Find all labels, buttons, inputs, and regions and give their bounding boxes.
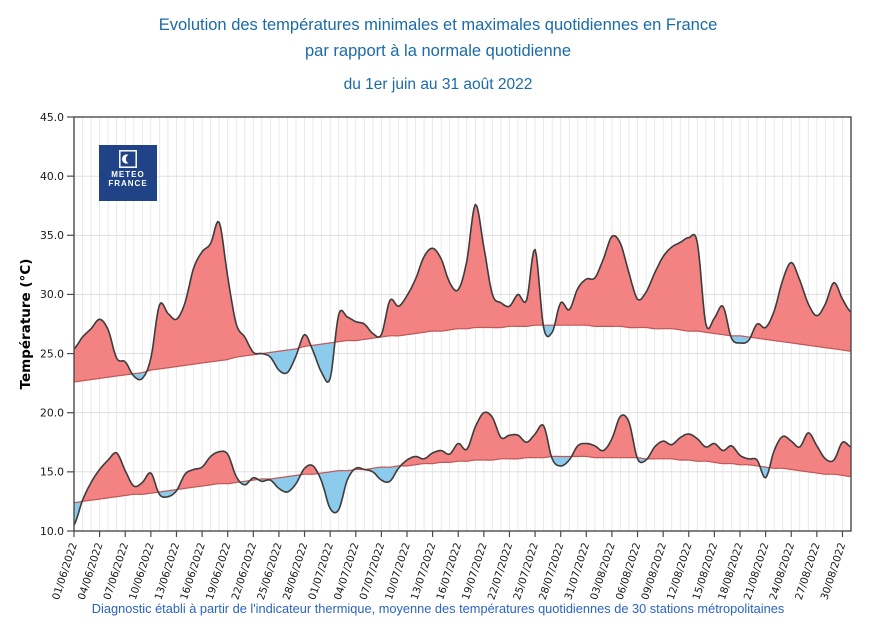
x-tick-label: 19/07/2022 — [459, 541, 490, 602]
y-tick-label: 40.0 — [39, 169, 64, 183]
x-tick-label: 25/06/2022 — [255, 541, 285, 602]
meteo-france-icon — [119, 150, 137, 168]
y-tick-label: 25.0 — [39, 347, 64, 361]
x-tick-label: 27/08/2022 — [792, 541, 823, 602]
x-tick-label: 09/08/2022 — [639, 541, 670, 602]
x-tick-label: 04/07/2022 — [331, 541, 362, 602]
x-tick-label: 13/07/2022 — [408, 541, 439, 602]
page-subtitle: du 1er juin au 31 août 2022 — [343, 76, 533, 93]
footnote-caption: Diagnostic établi à partir de l'indicateur thermique, moyenne des températures quotidiennes de 30 stations métropolitaines — [91, 601, 785, 616]
meteo-france-logo — [99, 145, 157, 201]
x-tick-label: 07/06/2022 — [101, 541, 132, 602]
logo-text-line1: METEO — [111, 170, 145, 179]
x-tick-label: 16/06/2022 — [178, 541, 208, 602]
x-tick-label: 12/08/2022 — [664, 541, 695, 602]
min-temperature-below-normal-area — [74, 456, 851, 525]
x-tick-label: 03/08/2022 — [588, 541, 618, 602]
y-tick-label: 45.0 — [39, 110, 64, 124]
y-axis-title: Température (°C) — [18, 258, 34, 390]
page-title-line1: Evolution des températures minimales et maximales quotidiennes en France — [158, 16, 718, 34]
x-tick-label: 13/06/2022 — [152, 541, 183, 602]
max-temperature-band — [74, 205, 851, 383]
x-tick-label: 01/06/2022 — [50, 541, 80, 602]
y-tick-label: 15.0 — [39, 465, 64, 479]
x-tick-label: 15/08/2022 — [690, 541, 721, 602]
x-tick-label: 18/08/2022 — [716, 541, 746, 602]
x-axis — [50, 531, 848, 601]
x-tick-label: 28/06/2022 — [280, 541, 311, 602]
x-tick-label: 16/07/2022 — [434, 541, 465, 602]
x-tick-label: 04/06/2022 — [75, 541, 106, 602]
x-tick-label: 10/07/2022 — [383, 541, 413, 602]
logo-text-line2: FRANCE — [108, 179, 148, 188]
x-tick-label: 25/07/2022 — [511, 541, 541, 602]
x-tick-label: 28/07/2022 — [536, 541, 567, 602]
x-tick-label: 21/08/2022 — [741, 541, 772, 602]
x-tick-label: 24/08/2022 — [767, 541, 798, 602]
y-axis — [40, 111, 74, 538]
y-tick-label: 30.0 — [39, 288, 64, 302]
x-tick-label: 06/08/2022 — [613, 541, 644, 602]
x-tick-label: 07/07/2022 — [357, 541, 388, 602]
y-tick-label: 20.0 — [39, 406, 64, 420]
x-tick-label: 01/07/2022 — [306, 541, 337, 602]
y-tick-label: 35.0 — [39, 229, 64, 243]
page-title-line2: par rapport à la normale quotidienne — [304, 42, 571, 60]
x-tick-label: 22/06/2022 — [229, 541, 260, 602]
x-tick-label: 19/06/2022 — [203, 541, 234, 602]
min-temperature-above-normal-area — [74, 412, 851, 502]
x-tick-label: 22/07/2022 — [485, 541, 516, 602]
y-tick-label: 10.0 — [39, 524, 64, 538]
x-tick-label: 30/08/2022 — [818, 541, 849, 602]
max-temperature-above-normal-area — [74, 205, 851, 383]
x-tick-label: 10/06/2022 — [126, 541, 157, 602]
x-tick-label: 31/07/2022 — [562, 541, 593, 602]
min-temperature-band — [74, 412, 851, 525]
min-temperature-actual-line — [74, 412, 851, 525]
